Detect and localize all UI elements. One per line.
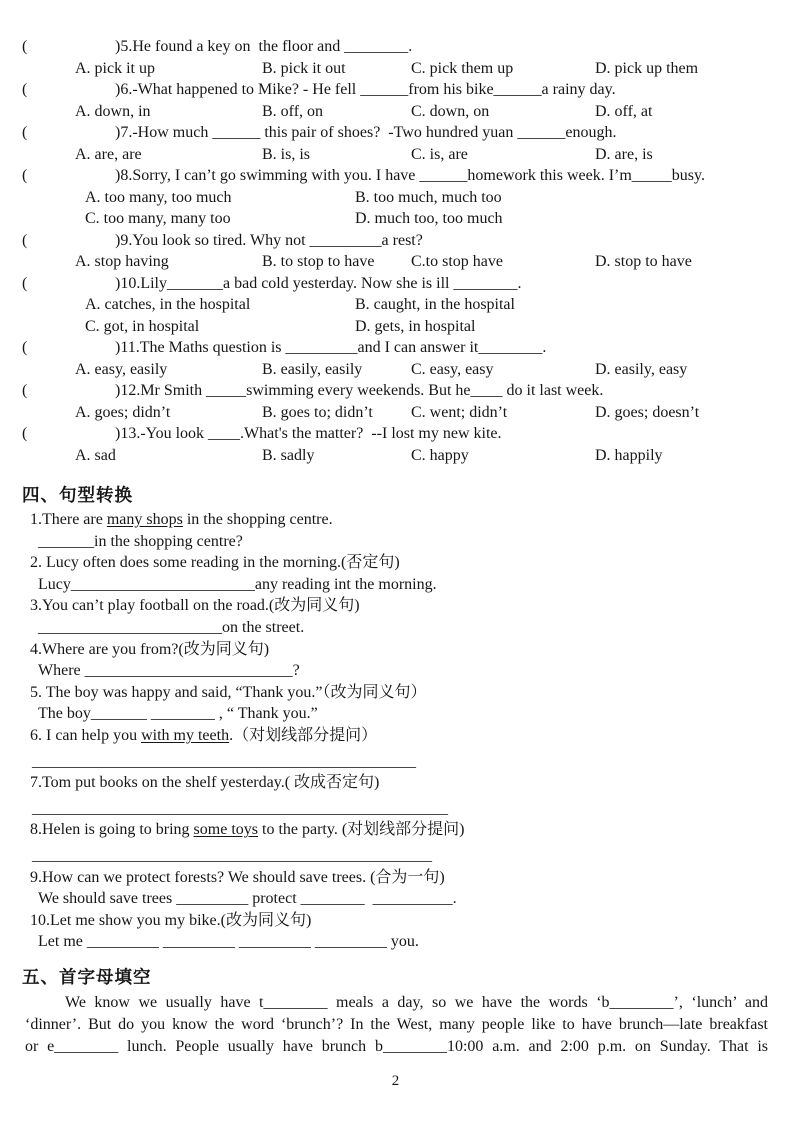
section-4-title: 四、句型转换 [22, 485, 133, 505]
mcq-question-row [22, 122, 769, 165]
mcq-option: C. pick them up [411, 59, 514, 77]
transform-question: 5. The boy was happy and said, “Thank you.”（改为同义句） [30, 683, 427, 701]
answer-bracket[interactable]: ( [22, 124, 28, 141]
options-block [22, 144, 769, 166]
mcq-option: B. is, is [262, 145, 311, 163]
answer-line[interactable]: Where __________________________? [38, 662, 300, 680]
mcq-question-row [22, 273, 769, 338]
answer-line[interactable]: Let me _________ _________ _________ _________ you. [38, 933, 419, 951]
mcq-option: A. too many, too much [85, 188, 232, 206]
question-text: )10.Lily_______a bad cold yesterday. Now she is ill ________. [115, 274, 522, 292]
mcq-option: D. much too, too much [355, 210, 503, 227]
options-block [22, 251, 769, 273]
mcq-option: C. too many, many too [85, 210, 231, 227]
transform-question: 7.Tom put books on the shelf yesterday.( 改成否定句) [30, 774, 380, 792]
mcq-option: C. went; didn’t [411, 403, 508, 421]
multiple-choice-section [22, 36, 769, 466]
sentence-transform-section [22, 483, 769, 953]
passage-line: ‘dinner’. But do you know the word ‘brunch’? In the West, many people like to have brunch—late breakfast [25, 1015, 768, 1033]
transform-question: 4.Where are you from?(改为同义句) [30, 640, 270, 658]
answer-line[interactable]: We should save trees _________ protect ________ __________. [38, 890, 457, 908]
question-text: )12.Mr Smith _____swimming every weekends. But he____ do it last week. [115, 382, 604, 399]
options-block [22, 58, 769, 80]
mcq-option: C. got, in hospital [85, 317, 200, 335]
answer-line[interactable]: _______in the shopping centre? [38, 532, 243, 550]
transform-question: 8.Helen is going to bring some toys to the party. (对划线部分提问) [30, 821, 465, 839]
question-text: )13.-You look ____.What's the matter? --I lost my new kite. [115, 425, 502, 442]
answer-bracket[interactable]: ( [22, 425, 28, 442]
mcq-option: A. easy, easily [75, 360, 168, 378]
question-text: )5.He found a key on the floor and ________. [115, 38, 413, 55]
transform-question: 9.How can we protect forests? We should save trees. (合为一句) [30, 868, 445, 886]
mcq-option: A. are, are [75, 145, 142, 163]
mcq-option: A. down, in [75, 102, 151, 120]
options-block [22, 101, 769, 123]
mcq-option: D. stop to have [595, 253, 692, 270]
mcq-question-row [22, 337, 769, 380]
answer-bracket[interactable]: ( [22, 167, 28, 184]
mcq-option: B. easily, easily [262, 360, 363, 378]
answer-blank-line[interactable]: ________________________________________________ [32, 752, 416, 770]
question-text: )6.-What happened to Mike? - He fell ______from his bike______a rainy day. [115, 81, 616, 98]
mcq-option: A. catches, in the hospital [85, 296, 251, 313]
mcq-option: A. stop having [75, 253, 169, 270]
sentence-transform-items [22, 509, 769, 953]
answer-blank-line[interactable]: ____________________________________________________ [32, 799, 448, 817]
mcq-option: B. caught, in the hospital [355, 296, 515, 313]
question-text: )8.Sorry, I can’t go swimming with you. I have ______homework this week. I’m_____busy. [115, 167, 705, 184]
mcq-question-row [22, 36, 769, 79]
page-number: 2 [391, 1072, 400, 1089]
mcq-option: A. goes; didn’t [75, 403, 171, 421]
underlined-phrase: some toys [193, 821, 258, 839]
transform-question: 6. I can help you with my teeth.（对划线部分提问） [30, 726, 378, 744]
question-text: )11.The Maths question is _________and I can answer it________. [115, 339, 547, 356]
mcq-option: D. off, at [595, 102, 653, 120]
options-block [22, 294, 769, 337]
section-5-title: 五、首字母填空 [22, 966, 152, 987]
mcq-option: D. happily [595, 446, 663, 464]
mcq-option: C. easy, easy [411, 360, 494, 378]
mcq-option: D. gets, in hospital [355, 317, 476, 335]
answer-bracket[interactable]: ( [22, 231, 28, 249]
mcq-option: B. sadly [262, 446, 315, 464]
mcq-option: B. off, on [262, 102, 324, 120]
answer-line[interactable]: Lucy_______________________any reading int the morning. [38, 575, 437, 593]
transform-question: 10.Let me show you my bike.(改为同义句) [30, 911, 312, 929]
mcq-question-row [22, 230, 769, 273]
options-block [22, 359, 769, 381]
transform-question: 2. Lucy often does some reading in the morning.(否定句) [30, 554, 400, 572]
first-letter-cloze-section [22, 965, 769, 1058]
mcq-option: D. pick up them [595, 59, 699, 77]
passage-line: or e________ lunch. People usually have brunch b________10:00 a.m. and 2:00 p.m. on Sunday. That is [25, 1037, 768, 1055]
answer-line[interactable]: _______________________on the street. [38, 618, 305, 636]
mcq-question-row [22, 423, 769, 466]
mcq-option: C. happy [411, 446, 469, 464]
transform-question: 1.There are many shops in the shopping centre. [30, 511, 333, 528]
answer-bracket[interactable]: ( [22, 38, 28, 55]
options-block [22, 445, 769, 467]
answer-bracket[interactable]: ( [22, 81, 28, 98]
mcq-option: D. are, is [595, 145, 653, 163]
mcq-option: D. easily, easy [595, 360, 688, 378]
mcq-option: C. is, are [411, 145, 468, 163]
options-block [22, 402, 769, 424]
mcq-option: D. goes; doesn’t [595, 403, 700, 421]
mcq-option: B. to stop to have [262, 253, 375, 270]
cloze-passage [22, 992, 769, 1058]
mcq-question-row [22, 79, 769, 122]
mcq-question-row [22, 165, 769, 230]
passage-line: We know we usually have t________ meals a day, so we have the words ‘b________’, ‘lunch’ and [65, 993, 768, 1011]
answer-bracket[interactable]: ( [22, 339, 28, 356]
mcq-option: C.to stop have [411, 253, 503, 270]
answer-bracket[interactable]: ( [22, 382, 28, 399]
transform-question: 3.You can’t play football on the road.(改为同义句) [30, 597, 360, 615]
mcq-option: A. sad [75, 446, 116, 464]
mcq-question-row [22, 380, 769, 423]
question-text: )9.You look so tired. Why not _________a rest? [115, 231, 423, 249]
underlined-phrase: with my teeth [141, 726, 230, 744]
answer-blank-line[interactable]: __________________________________________________ [32, 846, 432, 864]
question-text: )7.-How much ______ this pair of shoes? -Two hundred yuan ______enough. [115, 124, 617, 141]
underlined-phrase: many shops [106, 511, 183, 528]
mcq-option: B. pick it out [262, 59, 346, 77]
options-block [22, 187, 769, 230]
mcq-option: B. goes to; didn’t [262, 403, 373, 421]
answer-bracket[interactable]: ( [22, 274, 28, 292]
answer-line[interactable]: The boy_______ ________ , “ Thank you.” [38, 705, 318, 723]
mcq-option: A. pick it up [75, 59, 155, 77]
mcq-option: B. too much, much too [355, 188, 502, 206]
mcq-option: C. down, on [411, 102, 490, 120]
